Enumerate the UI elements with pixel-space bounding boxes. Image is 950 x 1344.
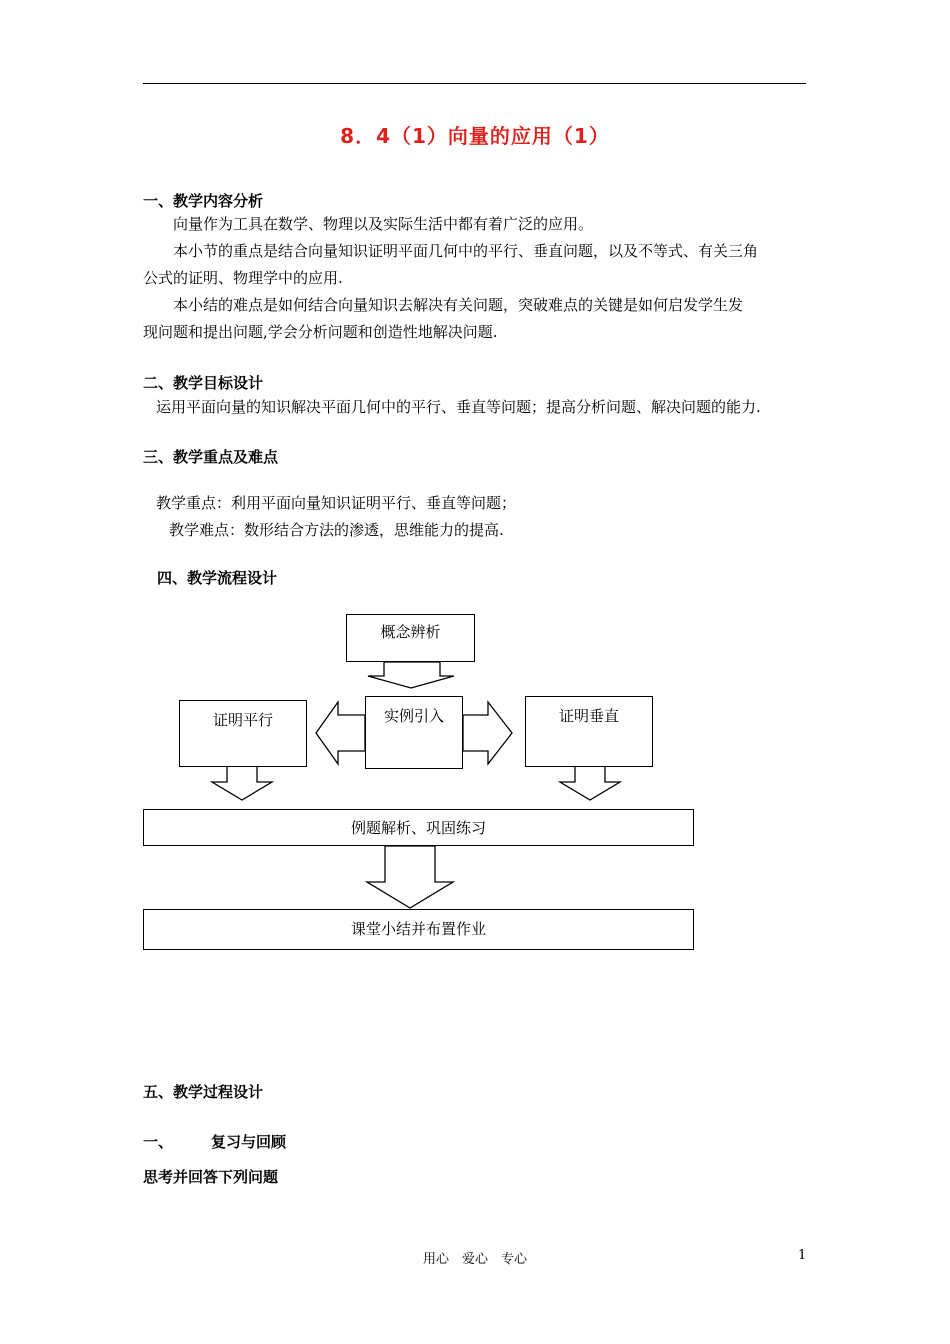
arrow-right (463, 702, 512, 764)
section-heading-objectives: 二、教学目标设计 (143, 374, 264, 392)
section-heading-flow: 四、教学流程设计 (157, 569, 278, 587)
arrow-down-concept (368, 662, 454, 688)
paragraph: 教学难点：数形结合方法的渗透，思维能力的提高. (169, 521, 504, 539)
paragraph: 公式的证明、物理学中的应用. (143, 269, 343, 287)
page-number: 1 (798, 1248, 807, 1263)
flow-box-label: 课堂小结并布置作业 (350, 920, 486, 938)
paragraph: 现问题和提出问题,学会分析问题和创造性地解决问题. (143, 323, 498, 341)
flow-box-label: 证明垂直 (558, 707, 619, 725)
flow-box-summary-homework (143, 909, 694, 950)
flow-box-examples-practice (143, 809, 694, 846)
subsection-heading-review: 复习与回顾 (211, 1133, 287, 1151)
subsection-number: 一、 (143, 1133, 174, 1151)
flow-box-label: 概念辨析 (380, 623, 441, 641)
arrow-down-perpendicular (560, 766, 620, 800)
arrow-down-parallel (212, 766, 272, 800)
section-heading-process: 五、教学过程设计 (143, 1083, 264, 1101)
flow-box-label: 证明平行 (212, 711, 273, 729)
page-footer: 用心 爱心 专心 (422, 1252, 527, 1267)
flow-box-example-intro (365, 696, 463, 769)
flow-box-concept (346, 614, 475, 662)
paragraph: 本小结的难点是如何结合向量知识去解决有关问题，突破难点的关键是如何启发学生发 (173, 296, 744, 314)
paragraph: 运用平面向量的知识解决平面几何中的平行、垂直等问题；提高分析问题、解决问题的能力. (156, 398, 761, 416)
flow-box-prove-parallel (179, 700, 307, 767)
section-heading-key-points: 三、教学重点及难点 (143, 448, 279, 466)
paragraph: 向量作为工具在数学、物理以及实际生活中都有着广泛的应用。 (173, 215, 594, 233)
arrow-left (316, 702, 365, 764)
subsection-heading-questions: 思考并回答下列问题 (143, 1168, 279, 1186)
arrow-down-practice (367, 846, 453, 908)
flow-box-label: 实例引入 (383, 707, 444, 725)
document-title: 8．4（1）向量的应用（1） (340, 124, 610, 148)
flow-box-label: 例题解析、巩固练习 (350, 819, 486, 837)
paragraph: 教学重点：利用平面向量知识证明平行、垂直等问题； (156, 494, 517, 512)
paragraph: 本小节的重点是结合向量知识证明平面几何中的平行、垂直问题，以及不等式、有关三角 (173, 242, 759, 260)
flow-box-prove-perpendicular (525, 696, 653, 767)
section-heading-content-analysis: 一、教学内容分析 (143, 192, 264, 210)
